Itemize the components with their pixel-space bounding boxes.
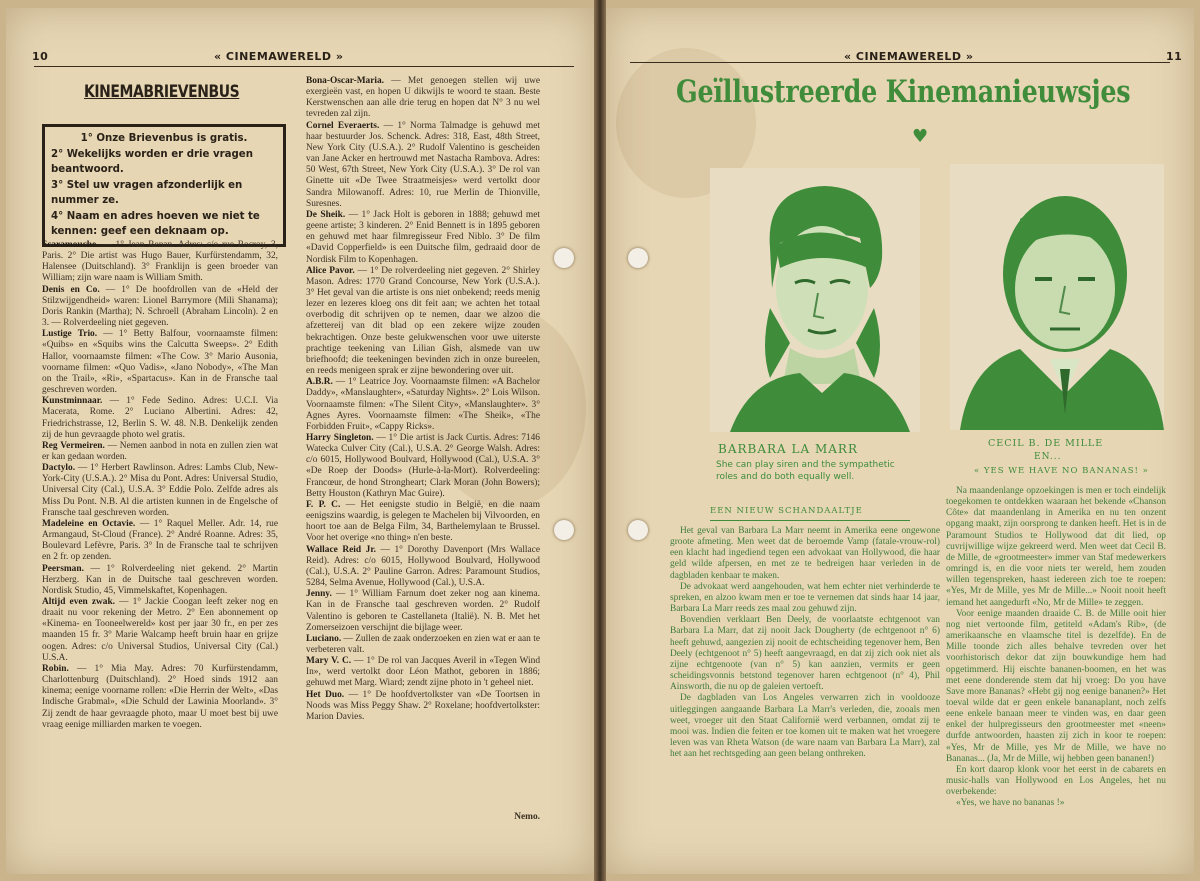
entry-pseudonym: Cornel Everaerts. (306, 120, 384, 131)
portrait-woman-illustration (710, 168, 920, 432)
signature (306, 812, 540, 823)
entry-answer: — 1° De rol van Jacques Averil in «Tegen Wind In», werd vertolkt door Léon Mathot, geboren in 1886; gehuwd met Marg. Wiard; zendt zijne photo in 't geheel niet. (306, 656, 540, 689)
binder-hole (628, 520, 648, 540)
photo-cecil-b-de-mille (950, 164, 1164, 430)
column-2 (306, 76, 540, 826)
article-de-mille (946, 486, 1166, 856)
letter-entry (42, 396, 278, 441)
entry-pseudonym: F. P. C. (306, 499, 346, 510)
entry-answer: — 1° Rolverdeeling niet gekend. 2° Martin Herzberg. Kan in de Duitsche taal geschreven worden. Nordisk Studio, 45, Vimmelskaftet, Kopenhagen. (42, 563, 278, 596)
article-paragraph: «Yes, we have no bananas !» (956, 798, 1065, 809)
entry-pseudonym: Jenny. (306, 589, 336, 600)
binder-hole (554, 520, 574, 540)
article-paragraph: En kort daarop klonk voor het eerst in de cabarets en music-halls van Hollywood en Los Angeles, het nu overbekende: (946, 764, 1166, 798)
letter-entry (306, 210, 540, 266)
entry-answer: — 1° William Farnum doet zeker nog aan kinema. Kan in de Fransche taal geschreven worden. 2° Rudolf Valentino is geboren te Castellaneta (Italië). N. B. Met het Zomerseizoen verschijnt die bijlage weer. (306, 589, 540, 633)
letter-entry (306, 500, 540, 545)
rule-1: 1° Onze Brievenbus is gratis. (80, 133, 248, 144)
entry-answer: — 1° De hoofdvertolkster van «De Toortsen in Noods was Miss Peggy Shaw. 2° Roxelane; hoofdvertolkster: Marion Davies. (306, 689, 540, 722)
rule-2: 2° Wekelijks worden er drie vragen beantwoord. (51, 148, 253, 175)
binder-hole (628, 248, 648, 268)
letter-entry (42, 329, 278, 396)
entry-pseudonym: Dactylo. (42, 463, 78, 474)
letter-entry (306, 656, 540, 689)
entry-answer: — 1° Raquel Meller. Adr. 14, rue Armangaud, St-Cloud (France). 2° André Roanne. Adres: 35, Boulevard Lefèvre, Paris. 3° In de Fransche taal te schrijven en 2 fr. op zenden. (42, 518, 278, 563)
entry-answer: — Nemen aanbod in nota en zullen zien wat er kan gedaan worden. (42, 440, 278, 462)
letter-entry (306, 545, 540, 590)
gutter (594, 0, 606, 881)
entry-answer: — Zullen de zaak onderzoeken en zien wat er aan te verbeteren valt. (306, 633, 540, 655)
signature-text: Nemo. (514, 812, 540, 822)
letter-entry (306, 266, 540, 378)
letter-entry (42, 441, 278, 463)
entry-answer: — 1° Jackie Coogan leeft zeker nog en draait nu voor rekening der Metro. 2° Een abonnement op «Kinema- en Tooneelwereld» kost per jaar 30 fr., en per zes maanden 15 fr. 3° Marie Walcamp heeft bruin haar en grijze oogen. Adres: c/o Universal Studios, Universal City (Cal.) U.S.A. (42, 597, 278, 663)
letter-entry (42, 285, 278, 330)
photo2-subcaption-1: EN... (1034, 452, 1062, 462)
right-page (606, 8, 1194, 874)
entry-pseudonym: Wallace Reid Jr. (306, 544, 381, 555)
letter-entry (42, 664, 278, 731)
letter-entry (42, 519, 278, 564)
entry-answer: — 1° Betty Balfour, voornaamste filmen: «Quibs» en «Squibs wins the Calcutta Sweeps». 2° Edith Hallor, voornaamste filmen: «The Cow. 3° Mario Ausonia, voorname filmen: «Quo Vadis», «Jano Nobody», «The Man on the Trail», «Ri», «Spartacus». Kan in de Fransche taal geschreven worden. (42, 329, 278, 396)
article-paragraph: Het geval van Barbara La Marr neemt in Amerika eene ongewone groote afmeting. Men weet dat de beroemde Vamp (fatale-vrouw-rol) een klacht had ingediend tegen een advokaat van Hollywood, die haar geld wilde afpersen, en met ze te bedreigen haar verleden in de dagbladen kenbaar te maken. (670, 526, 940, 581)
heart-ornament-icon: ♥ (912, 126, 929, 147)
entry-pseudonym: A.B.R. (306, 377, 336, 388)
entry-answer: — 1° Die artist is Jack Curtis. Adres: 7146 Watecka Culver City (Cal.), U.S.A. 2° George Walsh. Adres: c/o 6015, Hollywood Boulvard, Hollywood (Cal.), U.S.A. 3° «De Roep der Doods» (Hurle-à-la-Mort). Rolverdeeling: Francœur, de hond Strongheart; Clark Moran (John Bowers); Betty Houston (Kathryn Mac Guire). (306, 433, 540, 499)
entry-pseudonym: Altijd even zwak. (42, 597, 120, 607)
article-paragraph: Bovendien verklaart Ben Deely, de voorlaatste echtgenoot van Barbara La Marr, dat zij nooit Jack Dougherty (de echtgenoot n° 6) heeft gehuwd, aangezien zij nooit de echtscheiding tegenover hem, Ben Deely (echtgenoot n° 5) heeft aangevraagd, en dat zij zich ook niet als zijne echtgenoote (van n° 5) kan aanzien, vermits er geen scheidingsvonnis betstond tegenover haren echtgenoot (n° 4), Phil Ainsworth, die nu op de galeien vertoeft. (670, 615, 940, 693)
entry-answer: — Met genoegen stellen wij uwe exergieën vast, en hopen U dikwijls te woord te staan. Beste Kerstwenschen aan alle drie terug en hopen dat N° 3 nu wel tevreden zal zijn. (306, 76, 540, 120)
photo2-subcaption-2: « YES WE HAVE NO BANANAS! » (974, 466, 1149, 476)
left-page (6, 8, 594, 874)
entry-answer: — 1° De hoofdrollen van de «Held der Stilzwijgendheid» waren: Lionel Barrymore (Mili Shanama); Doris Rankin (Martha); N. Schroell (Abraham Lincoln). 2 en 3. — Rolverdeeling niet gegeven. (42, 284, 278, 329)
article-paragraph: Na maandenlange opzoekingen is men er toch eindelijk toegekomen te ontdekken waaraan het bekende «Chanson Côte» dat maandenlang in Amerika en nu ten onzent opgang maakt, zijn oorsprong te danken heeft. Het is in de Paramount Studios te Hollywood dat dit lied, op cuvrijwillige wijze gekreerd werd. Men weet dat Cecil B. de Mille, de «grootmeester» immer van Staf medewerkers omringd is, en die voor niets ter wereld, hem zouden willen tegenspreken, haast iedereen zich toe te roepen: «Yes, Mr de Mille, yes Mr de Mille...» Nooit nooit heeft iemand het aangedurft «No, Mr de Mille» te zeggen. (946, 486, 1166, 608)
rule-4: 4° Naam en adres hoeven we niet te kennen: geef een deknaam op. (51, 210, 260, 237)
header-rule (630, 62, 1170, 63)
page-number-left: 10 (32, 50, 49, 63)
letter-entry (306, 589, 540, 634)
article1-heading: EEN NIEUW SCHANDAALTJE (710, 506, 863, 516)
entry-pseudonym: Madeleine en Octavie. (42, 518, 140, 529)
entry-pseudonym: Robin. (42, 663, 77, 674)
photo1-subcaption: She can play siren and the sympathetic roles and do both equally well. (716, 460, 895, 482)
entry-answer: — 1° Fede Sedino. Adres: U.C.I. Via Macerata, Rome. 2° Luciano Albertini. Adres: 42, Friedrichstrasse, 12, Berlin S. W. 48. N.B. Denkelijk zenden zij de hun gevraagde photo wel gratis. (42, 396, 278, 440)
entry-answer: — 1° Mia May. Adres: 70 Kurfürstendamm, Charlottenburg (Duitschland). 2° Hoed sinds 1912 aan kinema; eenige voorname rollen: «Die Herrin der Welt», «Das Indische Grabmal», «Die Schuld der Lawinia Moorland». 3° Zij zendt de haar gevraagde photo, maar U moet best bij uwe vraag eenige milliarden marken te voegen. (42, 663, 278, 730)
entry-answer: — 1° Jack Holt is geboren in 1888; gehuwd met geene artiste; 3 kinderen. 2° Enid Bennett is in 1895 geboren en gehuwd met haar filmregisseur Fred Niblo. 3° De film «David Copperfield» is een Duitsche film, gedraaid door de Nordisk Film to Kopenhagen. (306, 209, 540, 265)
entry-answer: — 1° Leatrice Joy. Voornaamste filmen: «A Bachelor Daddy», «Manslaughter», «Saturday Nights». 2° Lois Wilson. Voornaamste filmen: «The Silent City», «Manslaughter». 3° Agnes Ayres. Voornaamste filmen: «The Sheik», «The Forbidden Fruit», «Cappy Ricks». (306, 377, 540, 432)
photo2-caption: CECIL B. DE MILLE (988, 438, 1104, 449)
rules-box (42, 124, 286, 247)
photo-barbara-la-marr (710, 168, 920, 432)
column-1 (42, 240, 278, 850)
entry-pseudonym: Het Duo. (306, 689, 349, 700)
page-title: KINEMABRIEVENBUS (84, 82, 240, 102)
article-barbara (670, 526, 940, 856)
entry-pseudonym: Peersman. (42, 563, 91, 574)
entry-pseudonym: Lustige Trio. (42, 329, 104, 340)
entry-pseudonym: Reg Vermeiren. (42, 440, 108, 451)
entry-pseudonym: De Sheik. (306, 209, 349, 220)
letter-entry (42, 564, 278, 597)
header-rule (34, 66, 574, 67)
entry-answer: — 1° Jean Renan. Adres: c/o rue Rocroy, 3, Paris. 2° Die artist was Hugo Bauer, Kurfürstendamm, 32, Halensee (Duitschland). 3° Franklijn is geen broeder van William; zijn ware naam is William Smith. (42, 240, 278, 284)
entry-answer: — 1° Dorothy Davenport (Mrs Wallace Reid). Adres: c/o 6015, Hollywood Boulvard, Hollywood (Cal.), U.S.A. 2° Pauline Garron. Adres: Paramount Studios, 5284, Selma Avenue, Hollywood (Cal.), U.S.A. (306, 544, 540, 589)
rule-3: 3° Stel uw vragen afzonderlijk en nummer ze. (51, 179, 243, 206)
page-title: Geïllustreerde Kinemanieuwsjes (676, 74, 1131, 110)
portrait-man-illustration (950, 164, 1164, 430)
page-number-right: 11 (1166, 50, 1183, 63)
article-paragraph: De dagbladen van Los Angeles verwarren zich in vooldooze uitleggingen aangaande Barbara La Marr's verleden, die, zooals men weet, vroeger uit den Staat Californië werd verbannen, omdat zij te mooi was. Indien die feiten er toe komen uit te maken wat het vroegere leven was van Rheta Watson (de ware naam van Barbara La Marr), zal het aan het rechtsgeding aan geen belang onthreken. (670, 693, 940, 760)
running-head-right: « CINEMAWERELD » (844, 50, 974, 63)
entry-pseudonym: Alice Pavor. (306, 265, 358, 276)
entry-pseudonym: Luciano. (306, 633, 344, 644)
article-paragraph: De advokaat werd aangehouden, wat hem echter niet verhinderde te spreken, en alzoo kwam men er toe te vernemen dat sinds haar 14 jaar, Barbara La Marr reeds zes maal zou gehuwd zijn. (670, 581, 940, 615)
letter-entry (306, 634, 540, 656)
entry-pseudonym: Bona-Oscar-Maria. (306, 76, 392, 86)
letter-entry (42, 240, 278, 285)
letter-entry (42, 463, 278, 519)
entry-answer: — 1° De rolverdeeling niet gegeven. 2° Shirley Mason. Adres: 1770 Grand Concourse, New York (U.S.A.). 3° Het geval van die artiste is ons niet onbekend; reeds menig lezer en lezeres kloeg ons dit feit aan; we achten het totaal overbodig dit schrijven op te nemen, daar we alzoo die afzettereij van dit blad op een zekere wijze zouden bekrachtigen. Onze beste gelukwenschen voor uwe uiterste prachtige teekening van Lilian Gish, alsmede van uw briefhoofd; die teekeningen bevinden zich in onze bureelen, en reeds menigeen sprak er zijne bewondering over uit. (306, 265, 540, 377)
entry-pseudonym: Harry Singleton. (306, 433, 377, 443)
letter-entry (306, 76, 540, 121)
entry-answer: — 1° Herbert Rawlinson. Adres: Lambs Club, New-York-City (U.S.A.). 2° Misa du Pont. Adres: Universal Studio, Universal City (Cal.), U.S.A. 3° Eddie Polo. Zelfde adres als Miss Du Pont. N.B. Al die artisten kunnen in de Engelsche of Fransche taal geschreven worden. (42, 463, 278, 518)
letter-entry (306, 377, 540, 433)
running-head-left: « CINEMAWERELD » (214, 50, 344, 63)
entry-pseudonym: Scaramouche. (42, 240, 103, 250)
entry-answer: — Het eenigste studio in België, en die naam eenigszins waardig, is gelegen te Machelen bij Vilvoorden, en hoort toe aan de Belga Film, 34, Barthelemylaan te Brussel. Voor het overige «no thing» n'en beste. (306, 499, 540, 544)
letter-entry (42, 597, 278, 664)
binder-hole (554, 248, 574, 268)
entry-pseudonym: Denis en Co. (42, 284, 106, 295)
photo1-caption: BARBARA LA MARR (718, 442, 858, 456)
article-paragraph: Voor eenige maanden draaide C. B. de Mille ooit hier nog niet vertoonde film, getiteld «Adam's Rib», (de amerikaansche en vlaamsche titel is dezelfde). En de Mille toonde zich alles behalve tevreden over het voorhistorisch dekor dat zijn bouwkundige hem had opgetimmerd. Hij eischte bananen-boomen, en het was met eene donderende stem dat hij vroeg: Do you have Save more Bananas? «Hebt gij nog eenige bananen?» Het toeval wilde dat er geen enkele bananaplant, noch zelfs eene enkele banaan meer te vinden was, en daar geen enkel der hulpregisseurs den grootmeester met «neen» durfde antwoorden, haasten zij zich in koor te roepen: «Yes, Mr de Mille, yes Mr de Mille, we have no Bananas... (Ja, Mr de Mille, wij hebben geen bananen!) (946, 608, 1166, 764)
entry-pseudonym: Kunstminnaar. (42, 396, 110, 407)
entry-answer: — 1° Norma Talmadge is gehuwd met haar bestuurder Jos. Schenck. Adres: 318, East, 48th Street, New York City (U.S.A.). 2° Rudolf Valentino is gescheiden van Jane Acker en hertrouwd met Nastacha Rambova. Adres: 50 West, 67th Street, New York City (U.S.A.). 3° De rol van Ginette uit «De Twee Straatmeisjes» werd vertolkt door Sandra Milowanoff. Adres: 10, rue Merlin de Thionville, Suresnes. (306, 120, 540, 209)
article1-rule (710, 520, 910, 521)
letter-entry (306, 690, 540, 723)
letter-entry (306, 121, 540, 210)
letter-entry (306, 433, 540, 500)
entry-pseudonym: Mary V. C. (306, 656, 355, 667)
